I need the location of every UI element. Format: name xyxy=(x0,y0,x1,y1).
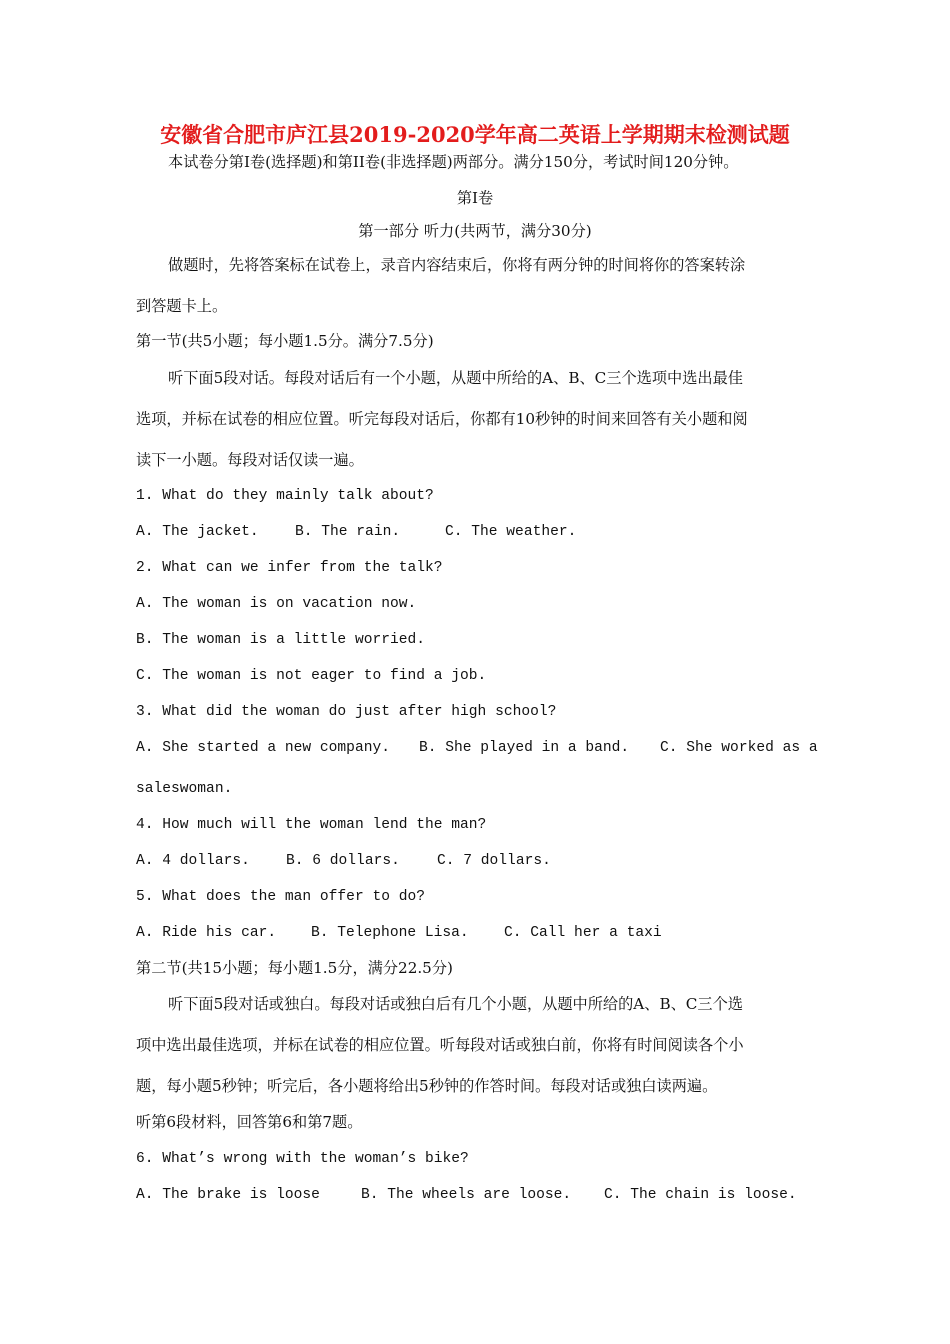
option: B. The wheels are loose. xyxy=(361,1187,572,1203)
option: C. 7 dollars. xyxy=(437,853,551,869)
option: C. Call her a taxi xyxy=(504,925,662,941)
question: 1. What do they mainly talk about? xyxy=(136,488,434,504)
option: B. The rain. xyxy=(295,524,401,540)
option: A. 4 dollars. xyxy=(136,853,250,869)
subsection-title: 第一节(共5小题；每小题1.5分。满分7.5分) xyxy=(136,332,434,350)
subsection-title: 第二节(共15小题；每小题1.5分，满分22.5分) xyxy=(136,959,453,977)
question: 4. How much will the woman lend the man? xyxy=(136,817,487,833)
option-continuation: saleswoman. xyxy=(136,781,233,797)
instructions-line: 做题时，先将答案标在试卷上，录音内容结束后，你将有两分钟的时间将你的答案转涂 xyxy=(168,256,746,274)
option: A. She started a new company. xyxy=(136,740,390,756)
section-heading: 第一部分 听力(共两节，满分30分) xyxy=(358,222,592,240)
option: A. The woman is on vacation now. xyxy=(136,596,417,612)
option: A. The jacket. xyxy=(136,524,259,540)
question: 2. What can we infer from the talk? xyxy=(136,560,443,576)
exam-title: 安徽省合肥市庐江县2019-2020学年高二英语上学期期末检测试题 xyxy=(160,122,790,147)
part-label: 第Ⅰ卷 xyxy=(456,189,494,207)
option: A. Ride his car. xyxy=(136,925,277,941)
option: B. 6 dollars. xyxy=(286,853,400,869)
option: C. The chain is loose. xyxy=(604,1187,797,1203)
question: 6. What’s wrong with the woman’s bike? xyxy=(136,1151,469,1167)
option: C. She worked as a xyxy=(660,740,818,756)
subsection-desc: 项中选出最佳选项，并标在试卷的相应位置。听每段对话或独白前，你将有时间阅读各个小 xyxy=(136,1036,744,1054)
question: 3. What did the woman do just after high school? xyxy=(136,704,557,720)
option: B. The woman is a little worried. xyxy=(136,632,426,648)
subsection-desc: 题，每小题5秒钟；听完后，各小题将给出5秒钟的作答时间。每段对话或独白读两遍。 xyxy=(136,1077,718,1095)
option: B. She played in a band. xyxy=(419,740,630,756)
question: 5. What does the man offer to do? xyxy=(136,889,426,905)
option: C. The weather. xyxy=(445,524,577,540)
option: B. Telephone Lisa. xyxy=(311,925,469,941)
subsection-desc: 听下面5段对话或独白。每段对话或独白后有几个小题，从题中所给的A、B、C三个选 xyxy=(168,995,743,1013)
instructions-line: 到答题卡上。 xyxy=(136,297,228,315)
exam-intro: 本试卷分第Ⅰ卷(选择题)和第II卷(非选择题)两部分。满分150分，考试时间120分钟。 xyxy=(168,153,739,171)
subsection-desc: 听下面5段对话。每段对话后有一个小题，从题中所给的A、B、C三个选项中选出最佳 xyxy=(168,369,743,387)
subsection-desc: 选项，并标在试卷的相应位置。听完每段对话后，你都有10秒钟的时间来回答有关小题和阅 xyxy=(136,410,748,428)
material-label: 听第6段材料，回答第6和第7题。 xyxy=(136,1113,363,1131)
subsection-desc: 读下一小题。每段对话仅读一遍。 xyxy=(136,451,364,469)
option: C. The woman is not eager to find a job. xyxy=(136,668,487,684)
option: A. The brake is loose xyxy=(136,1187,320,1203)
